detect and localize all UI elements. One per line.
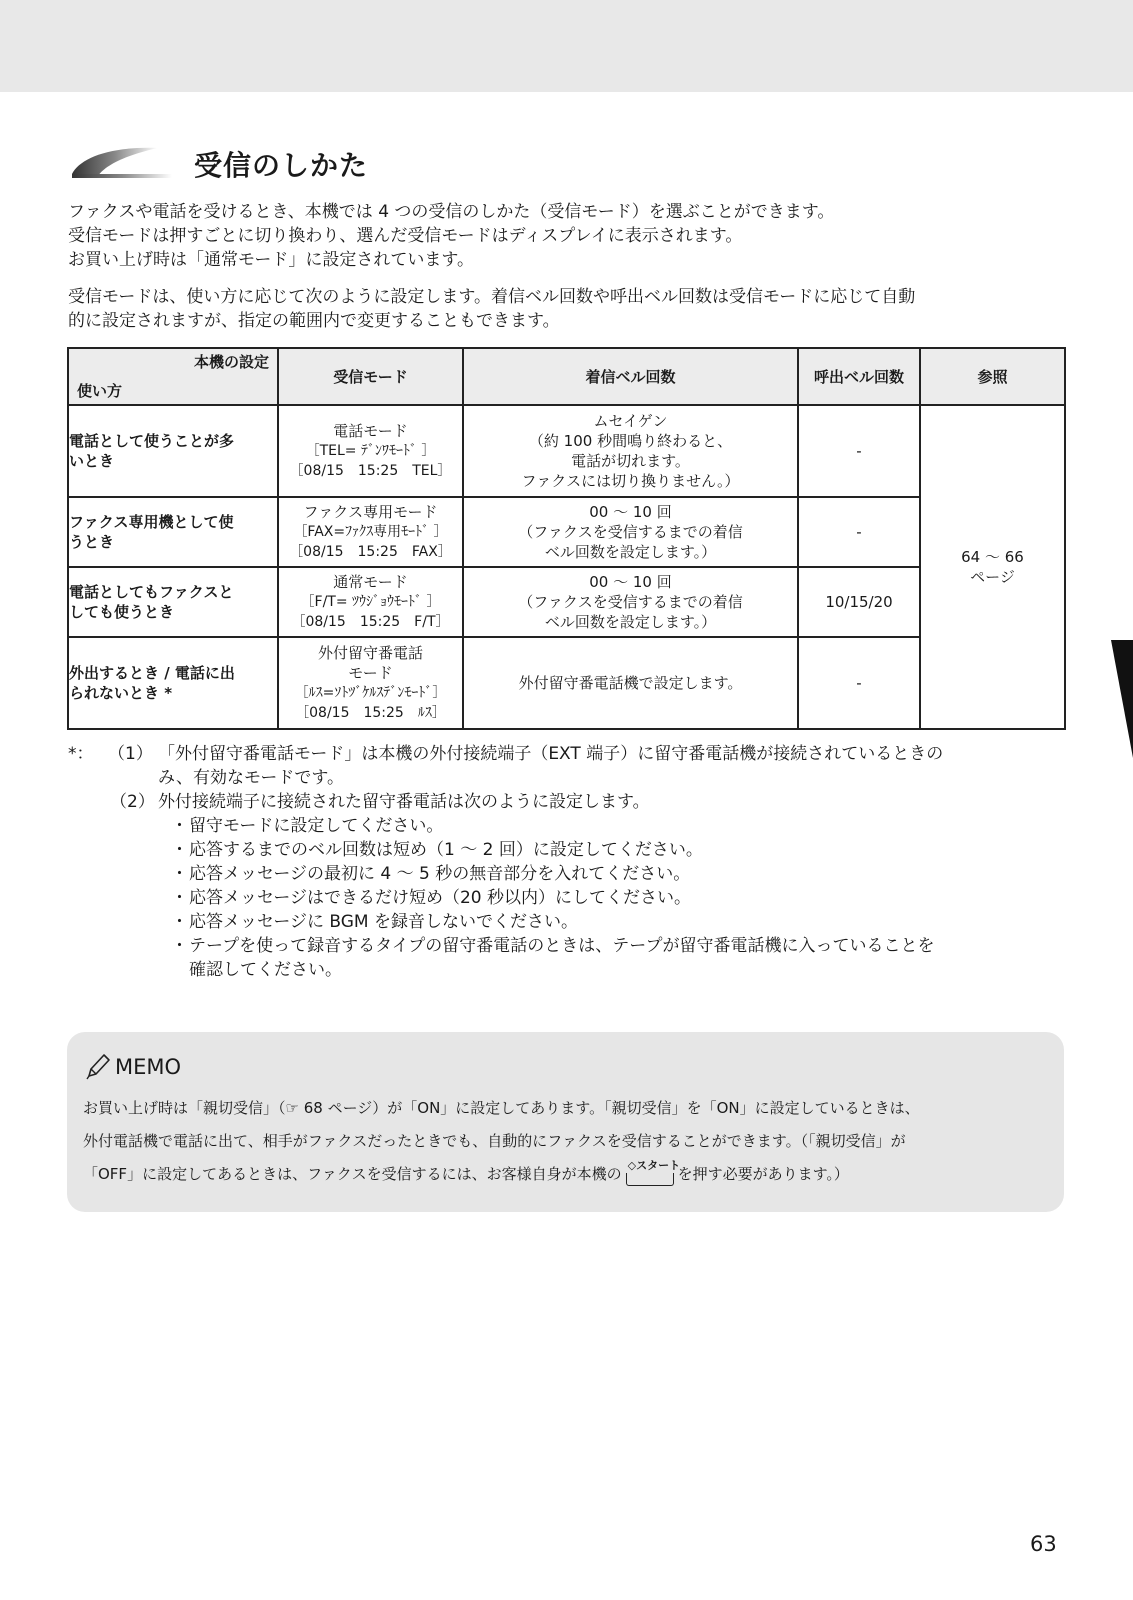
footnote-number: （1）: [108, 744, 153, 764]
memo-line-text: 「OFF」に設定してあるときは、ファクスを受信するには、お客様自身が本機の: [83, 1165, 622, 1183]
call-cell: -: [798, 405, 920, 497]
ring-text: ムセイゲン: [593, 412, 668, 430]
footnote-text: 「外付留守番電話モード」は本機の外付接続端子（EXT 端子）に留守番電話機が接続されているときの: [158, 744, 944, 764]
header-diagonal-cell: [68, 348, 278, 405]
header-ring-count: 着信ベル回数: [463, 348, 798, 405]
reference-pages: 64 ～ 66: [961, 548, 1024, 566]
usage-text: 外出するとき / 電話に出: [69, 664, 235, 682]
table-row: [68, 405, 1065, 497]
ring-text: ベル回数を設定します。）: [544, 543, 717, 561]
mode-name: 電話モード: [333, 422, 408, 440]
usage-text: しても使うとき: [69, 603, 175, 621]
ring-text: 00 ～ 10 回: [589, 573, 672, 591]
list-item-text: 確認してください。: [189, 960, 342, 980]
heading-swoosh-icon: [70, 146, 180, 180]
intro-paragraph: [68, 200, 1068, 272]
list-item: [171, 862, 1068, 886]
footnote-text: み、有効なモードです。: [158, 768, 344, 788]
list-item-text: 留守モードに設定してください。: [189, 816, 444, 836]
usage-text: られないとき *: [69, 684, 173, 702]
receive-mode-table: [67, 347, 1066, 730]
list-item-continuation: [171, 958, 1068, 982]
ring-text: 00 ～ 10 回: [589, 503, 672, 521]
footnote-2: [68, 790, 1068, 814]
mode-display: ［08/15 15:25 F/T］: [291, 614, 450, 630]
mode-display: ［08/15 15:25 TEL］: [289, 463, 452, 479]
mode-display: ［08/15 15:25 ﾙｽ］: [295, 705, 446, 721]
mode-name: モード: [348, 664, 393, 682]
bullet-dot: ・: [171, 816, 188, 836]
pencil-icon: [85, 1052, 111, 1080]
page-title: 受信のしかた: [194, 149, 369, 182]
header-setting: 本機の設定: [193, 353, 269, 371]
ring-cell: [463, 497, 798, 567]
usage-text: ファクス専用機として使: [69, 513, 234, 531]
usage-text: いとき: [69, 452, 115, 470]
reference-label: ページ: [970, 568, 1015, 586]
page-number: 63: [1030, 1532, 1057, 1556]
table-row: [68, 497, 1065, 567]
reference-cell: [920, 405, 1065, 729]
usage-text: うとき: [69, 533, 115, 551]
list-item: [171, 838, 1068, 862]
memo-box: [67, 1032, 1064, 1212]
mode-cell: [278, 405, 463, 497]
bullet-dot: ・: [171, 912, 188, 932]
usage-text: 電話としてもファクスと: [69, 583, 234, 601]
ring-text: ファクスには切り換りません。）: [521, 472, 740, 490]
mode-cell: [278, 497, 463, 567]
ring-text: （ファクスを受信するまでの着信: [518, 523, 743, 541]
bullet-dot: ・: [171, 888, 188, 908]
table-row: [68, 637, 1065, 729]
table-row: [68, 567, 1065, 637]
header-call-count: 呼出ベル回数: [798, 348, 920, 405]
list-item-text: テープを使って録音するタイプの留守番電話のときは、テープが留守番電話機に入っていることを: [189, 936, 935, 956]
footnote-1: [68, 742, 1068, 790]
ring-text: 電話が切れます。: [571, 452, 690, 470]
section-heading: [70, 146, 670, 188]
intro-line: お買い上げ時は「通常モード」に設定されています。: [68, 250, 474, 270]
memo-line: お買い上げ時は「親切受信」（☞ 68 ページ）が「ON」に設定してあります。「親切受信」を「ON」に設定しているときは、: [83, 1099, 920, 1117]
footnote-mark: *：: [68, 744, 94, 764]
mode-display: ［TEL= ﾃﾞﾝﾜﾓｰﾄﾞ ］: [305, 443, 436, 459]
list-item: [171, 910, 1068, 934]
call-cell: -: [798, 497, 920, 567]
memo-text: [83, 1092, 1053, 1191]
usage-cell: [68, 405, 278, 497]
mode-name: 通常モード: [333, 573, 408, 591]
ring-text: ベル回数を設定します。）: [544, 613, 717, 631]
mode-name: ファクス専用モード: [303, 503, 438, 521]
usage-cell: [68, 567, 278, 637]
list-item: [171, 934, 1068, 958]
memo-line: 外付電話機で電話に出て、相手がファクスだったときでも、自動的にファクスを受信することができます。（「親切受信」が: [83, 1132, 906, 1150]
intro2-line: 受信モードは、使い方に応じて次のように設定します。着信ベル回数や呼出ベル回数は受信モードに応じて自動: [68, 287, 916, 307]
bullet-dot: ・: [171, 936, 188, 956]
memo-label: MEMO: [115, 1055, 182, 1079]
intro-line: ファクスや電話を受けるとき、本機では 4 つの受信のしかた（受信モード）を選ぶことができます。: [68, 202, 835, 222]
usage-text: 電話として使うことが多: [69, 432, 235, 450]
start-key-label: ◇スタート: [627, 1158, 681, 1172]
memo-line: [83, 1158, 1053, 1191]
header-mode: 受信モード: [278, 348, 463, 405]
list-item-text: 応答するまでのベル回数は短め（1 ～ 2 回）に設定してください。: [189, 840, 703, 860]
usage-cell: [68, 497, 278, 567]
ring-cell: [463, 567, 798, 637]
top-band: [0, 0, 1133, 92]
list-item: [171, 886, 1068, 910]
list-item-text: 応答メッセージはできるだけ短め（20 秒以内）にしてください。: [189, 888, 692, 908]
intro2-line: 的に設定されますが、指定の範囲内で変更することもできます。: [68, 311, 560, 331]
mode-display: ［08/15 15:25 FAX］: [289, 544, 452, 560]
ring-text: （ファクスを受信するまでの着信: [518, 593, 743, 611]
mode-display: ［ﾙｽ=ｿﾄﾂﾞｹﾙｽﾃﾞﾝﾓｰﾄﾞ］: [294, 685, 447, 701]
header-reference: 参照: [920, 348, 1065, 405]
mode-name: 外付留守番電話: [317, 644, 423, 662]
ring-cell: 外付留守番電話機で設定します。: [463, 637, 798, 729]
bullet-dot: ・: [171, 864, 188, 884]
footnotes: [68, 742, 1068, 982]
memo-line-text: を押す必要があります。）: [677, 1165, 849, 1183]
mode-cell: [278, 637, 463, 729]
footnote-number: （2）: [110, 792, 155, 812]
usage-cell: [68, 637, 278, 729]
chapter-edge-tab: [1103, 640, 1133, 760]
mode-cell: [278, 567, 463, 637]
mode-display: ［F/T= ﾂｳｼﾞｮｳﾓｰﾄﾞ ］: [300, 594, 441, 610]
table-header-row: [68, 348, 1065, 405]
list-item-text: 応答メッセージに BGM を録音しないでください。: [189, 912, 578, 932]
bullet-dot: ・: [171, 840, 188, 860]
ring-cell: [463, 405, 798, 497]
list-item-text: 応答メッセージの最初に 4 ～ 5 秒の無音部分を入れてください。: [189, 864, 691, 884]
intro-line: 受信モードは押すごとに切り換わり、選んだ受信モードはディスプレイに表示されます。: [68, 226, 743, 246]
ring-text: （約 100 秒間鳴り終わると、: [528, 432, 733, 450]
intro-paragraph-2: [68, 285, 1068, 333]
call-cell: -: [798, 637, 920, 729]
list-item: [171, 814, 1068, 838]
start-key-icon: [626, 1158, 681, 1186]
header-usage: 使い方: [77, 382, 123, 400]
mode-display: ［FAX=ﾌｧｸｽ専用ﾓｰﾄﾞ ］: [293, 524, 448, 540]
footnote-text: 外付接続端子に接続された留守番電話は次のように設定します。: [158, 792, 650, 812]
call-cell: 10/15/20: [798, 567, 920, 637]
